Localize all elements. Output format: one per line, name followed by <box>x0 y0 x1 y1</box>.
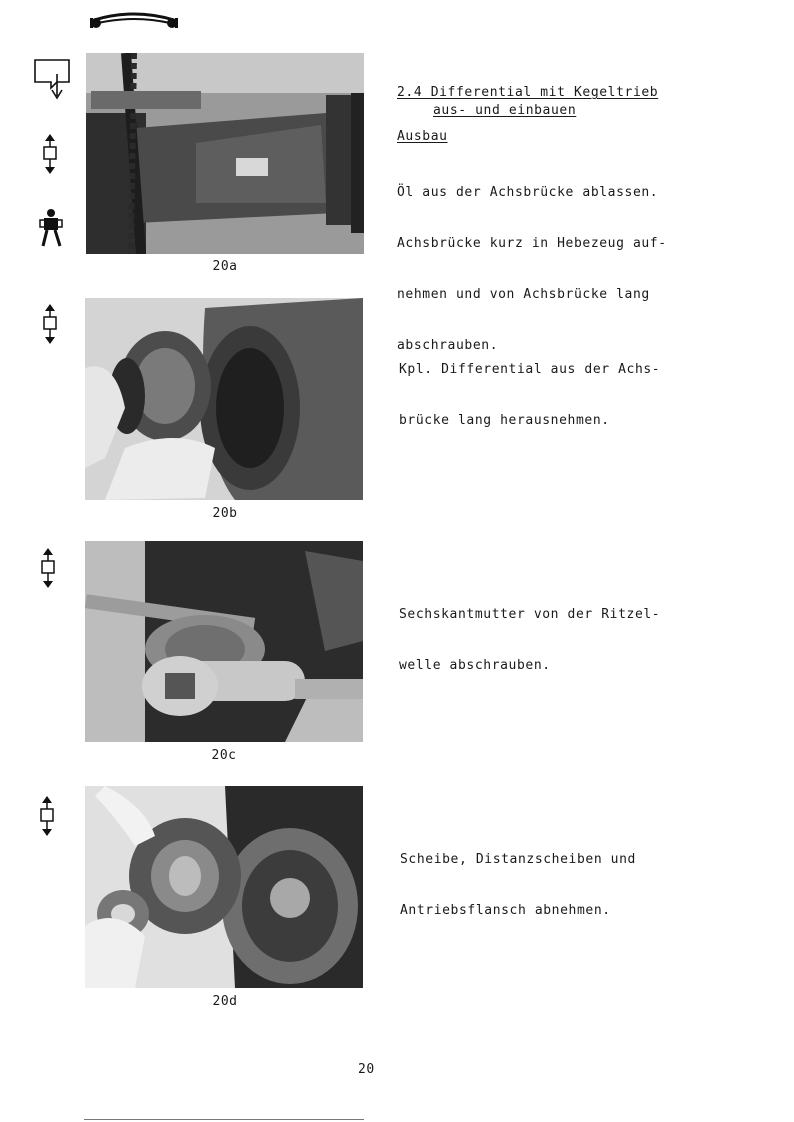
text-line: abschrauben. <box>397 338 499 353</box>
text-line: Achsbrücke kurz in Hebezeug auf- <box>397 236 667 251</box>
photo-caption: 20b <box>212 506 238 521</box>
photo-20b <box>85 298 363 500</box>
text-line: Öl aus der Achsbrücke ablassen. <box>397 185 659 200</box>
drain-oil-icon <box>33 58 73 100</box>
photo-20d <box>85 786 363 988</box>
bottom-rule <box>84 1119 364 1120</box>
text-line: Kpl. Differential aus der Achs- <box>399 362 661 377</box>
hoist-icon <box>40 304 60 344</box>
photo-caption: 20c <box>211 748 237 763</box>
photo-20c <box>85 541 363 742</box>
text-line: Sechskantmutter von der Ritzel- <box>399 607 661 622</box>
step-text-20d <box>400 817 636 936</box>
photo-caption: 20d <box>212 994 238 1009</box>
text-line: welle abschrauben. <box>399 658 551 673</box>
subheading: Ausbau <box>397 129 448 144</box>
photo-20a <box>86 53 364 254</box>
text-line: nehmen und von Achsbrücke lang <box>397 287 650 302</box>
hoist-icon <box>40 134 60 174</box>
axle-logo-icon <box>88 6 180 36</box>
section-heading-line1: 2.4 Differential mit Kegeltrieb <box>397 85 659 100</box>
page-number: 20 <box>358 1062 375 1077</box>
text-line: brücke lang herausnehmen. <box>399 413 610 428</box>
photo-caption: 20a <box>212 259 238 274</box>
step-text-20c <box>399 572 660 691</box>
text-line: Scheibe, Distanzscheiben und <box>400 852 636 867</box>
hoist-icon <box>38 548 58 588</box>
step-text-20b <box>399 327 660 446</box>
hoist-icon <box>37 796 57 836</box>
section-heading-line2: aus- und einbauen <box>433 103 577 118</box>
text-line: Antriebsflansch abnehmen. <box>400 903 611 918</box>
mechanic-icon <box>38 208 64 248</box>
